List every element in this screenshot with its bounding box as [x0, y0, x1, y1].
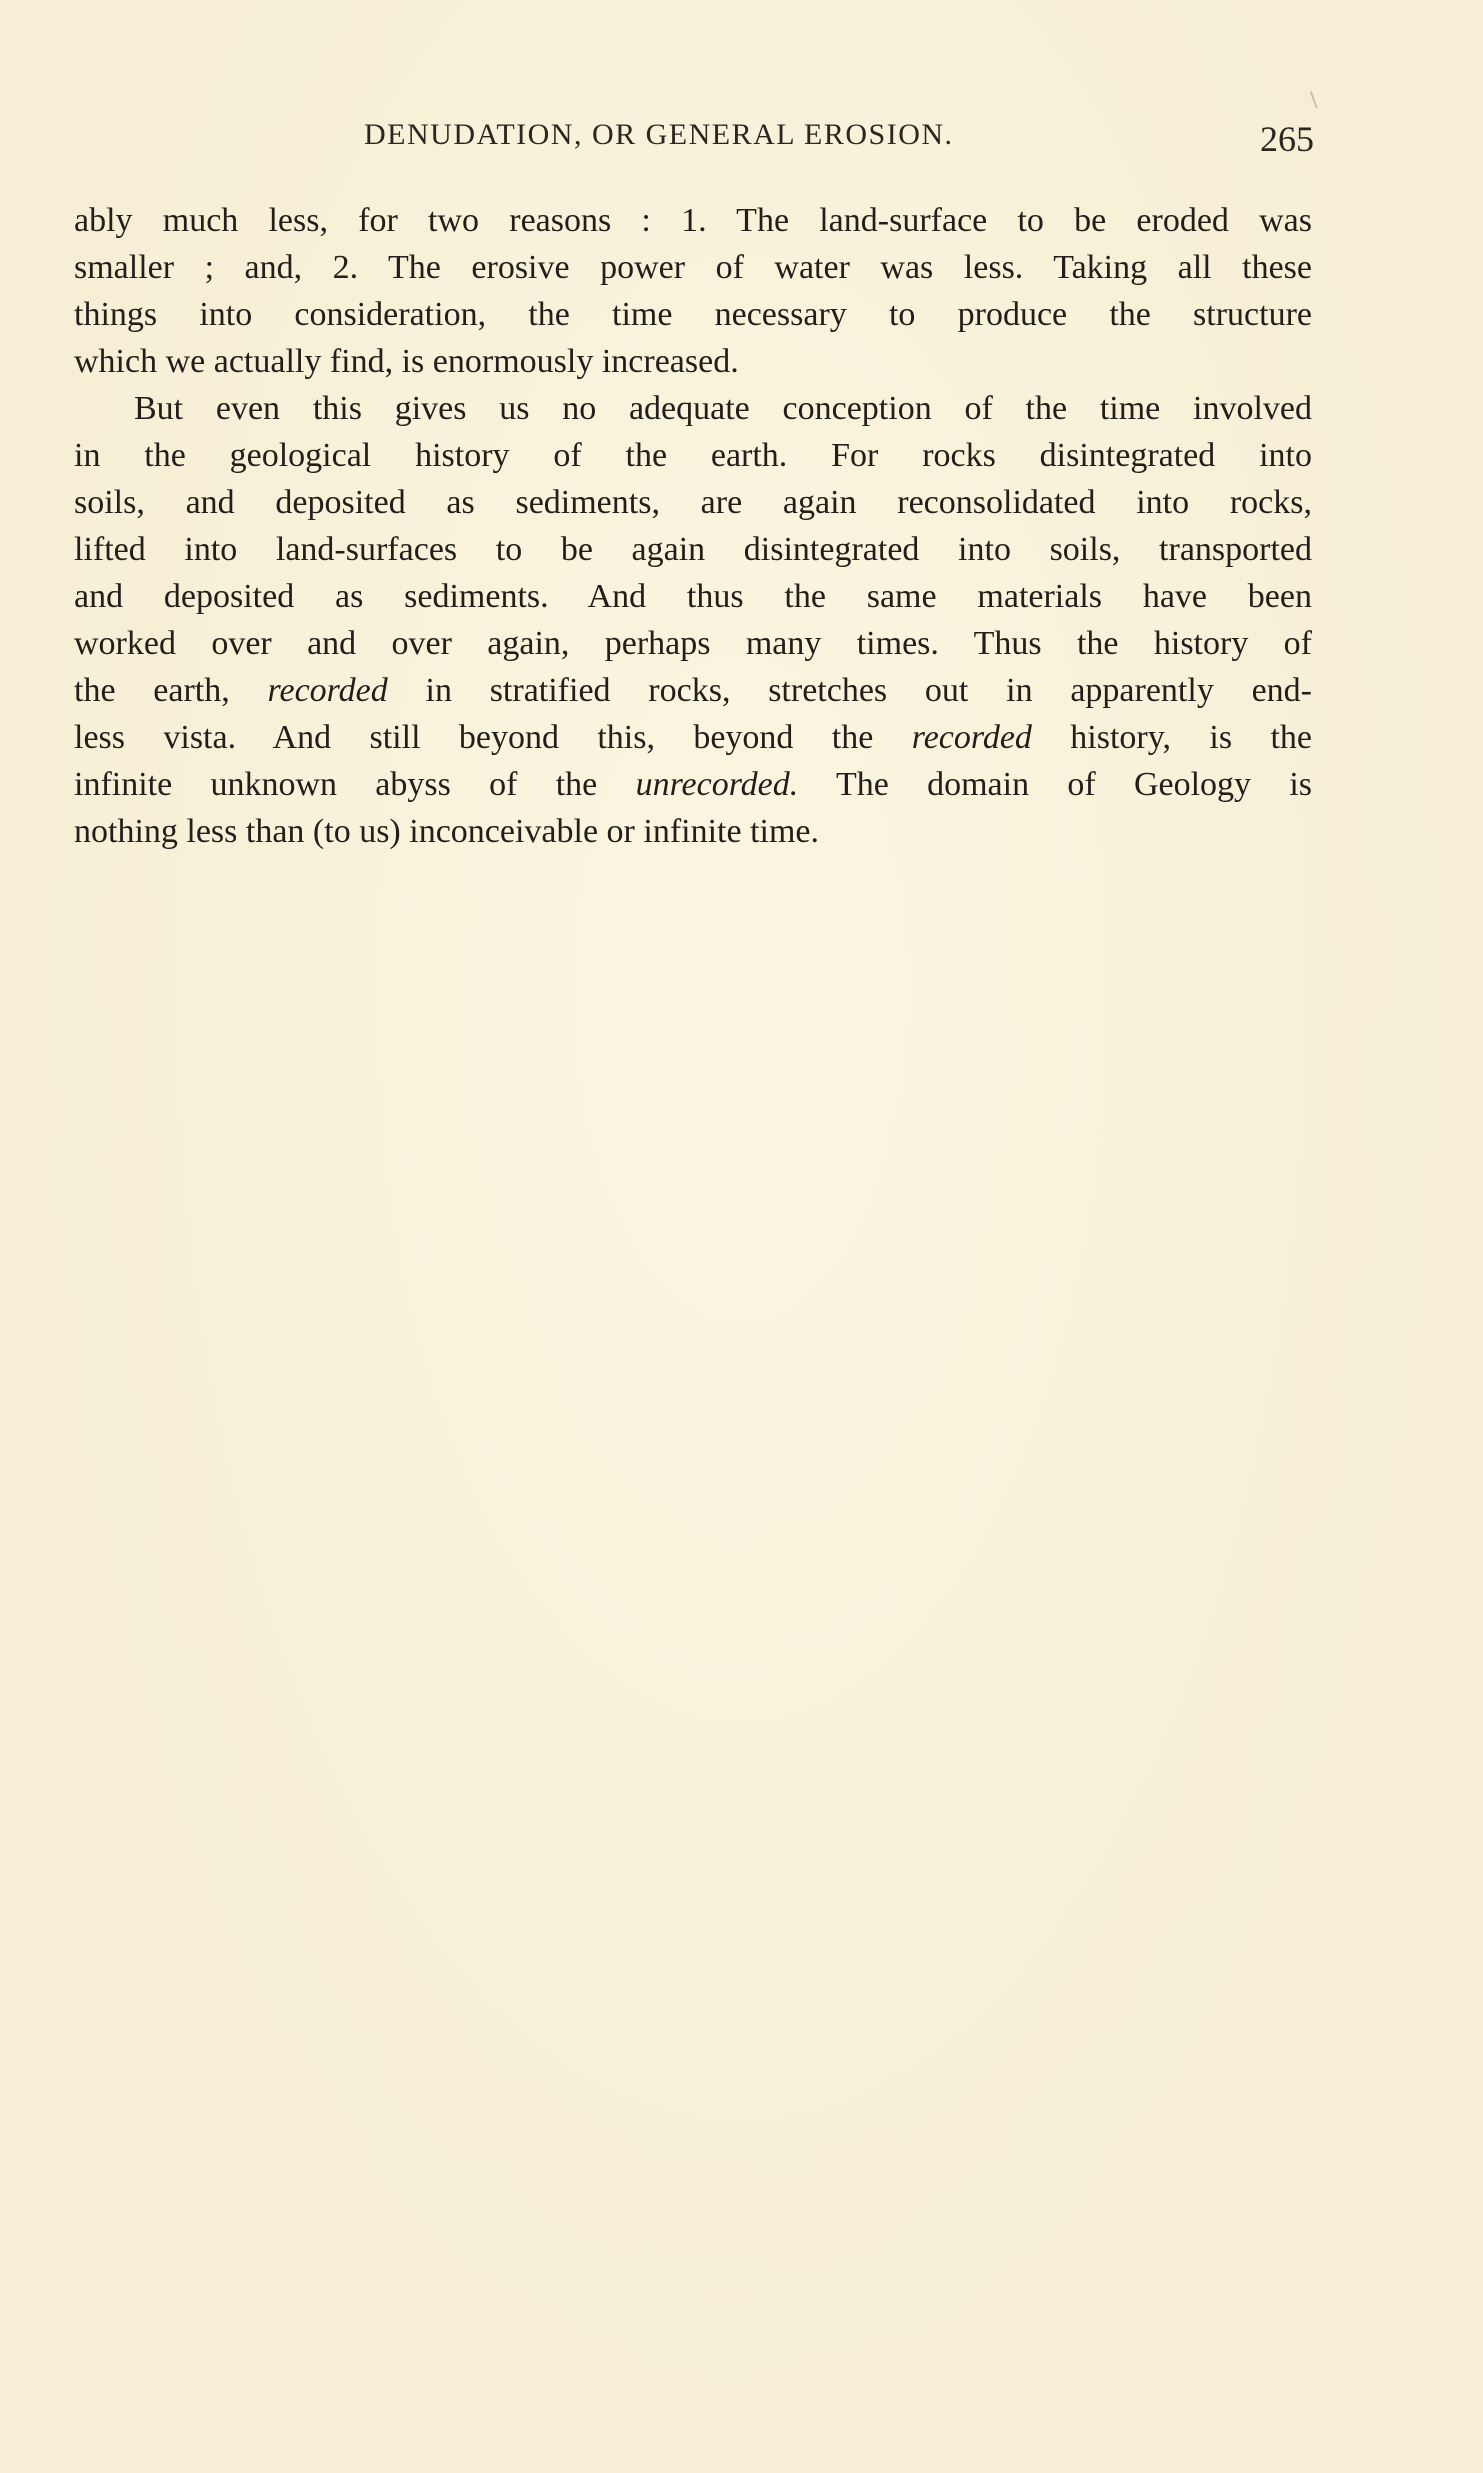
- page-header: [74, 118, 1314, 168]
- italic-word: unrecorded.: [635, 766, 799, 803]
- text-line: in the geological history of the earth. For rocks disintegrated into: [74, 437, 1312, 474]
- text-line: ably much less, for two reasons : 1. The land-surface to be eroded was: [74, 202, 1312, 239]
- text-line: soils, and deposited as sediments, are again reconsolidated into rocks,: [74, 484, 1312, 521]
- text-line: infinite unknown abyss of the unrecorded. The domain of Geology is: [74, 766, 1312, 803]
- running-head: DENUDATION, OR GENERAL EROSION.: [364, 118, 954, 151]
- text-line: worked over and over again, perhaps many times. Thus the history of: [74, 625, 1312, 662]
- italic-word: recorded: [911, 719, 1032, 756]
- paragraph-2: [74, 385, 1312, 855]
- italic-word: recorded: [267, 672, 388, 709]
- text-line: less vista. And still beyond this, beyond the recorded history, is the: [74, 719, 1312, 756]
- paragraph-1: [74, 197, 1312, 385]
- text-line: But even this gives us no adequate conception of the time involved: [134, 390, 1312, 427]
- text-line: smaller ; and, 2. The erosive power of water was less. Taking all these: [74, 249, 1312, 286]
- corner-mark: [1304, 91, 1318, 111]
- page-number: 265: [1260, 119, 1314, 159]
- text-line: and deposited as sediments. And thus the same materials have been: [74, 578, 1312, 615]
- text-line: lifted into land-surfaces to be again disintegrated into soils, transported: [74, 531, 1312, 568]
- text-line: which we actually find, is enormously increased.: [74, 343, 739, 380]
- text-line: nothing less than (to us) inconceivable or infinite time.: [74, 813, 819, 850]
- text-line: things into consideration, the time necessary to produce the structure: [74, 296, 1312, 333]
- text-line: the earth, recorded in stratified rocks, stretches out in apparently end-: [74, 672, 1312, 709]
- body-text: [74, 197, 1312, 855]
